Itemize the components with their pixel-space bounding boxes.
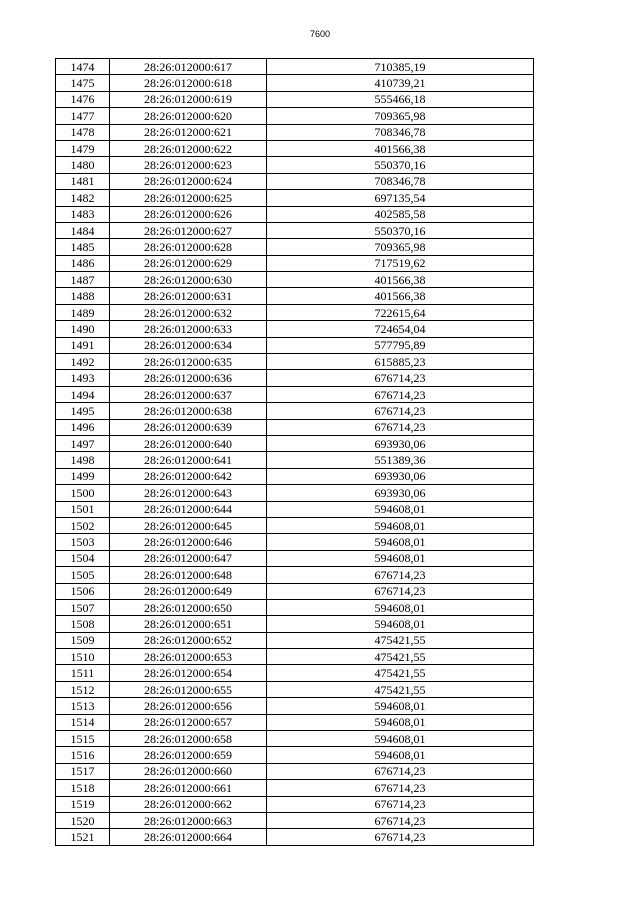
- cadastral-number-cell: 28:26:012000:648: [110, 567, 267, 583]
- row-number-cell: 1496: [56, 419, 110, 435]
- table-row: [56, 239, 534, 255]
- cadastral-number-cell: 28:26:012000:639: [110, 419, 267, 435]
- cadastral-value-cell: 676714,23: [267, 386, 534, 402]
- table-row: [56, 403, 534, 419]
- cadastral-number-cell: 28:26:012000:649: [110, 583, 267, 599]
- cadastral-number-cell: 28:26:012000:634: [110, 337, 267, 353]
- table-row: [56, 386, 534, 402]
- table-row: [56, 173, 534, 189]
- cadastral-value-cell: 555466,18: [267, 91, 534, 107]
- cadastral-number-cell: 28:26:012000:647: [110, 550, 267, 566]
- cadastral-value-cell: 676714,23: [267, 763, 534, 779]
- table-row: [56, 91, 534, 107]
- cadastral-value-cell: 708346,78: [267, 173, 534, 189]
- table-row: [56, 321, 534, 337]
- row-number-cell: 1510: [56, 649, 110, 665]
- table-row: [56, 435, 534, 451]
- cadastral-number-cell: 28:26:012000:653: [110, 649, 267, 665]
- cadastral-value-cell: 594608,01: [267, 534, 534, 550]
- row-number-cell: 1503: [56, 534, 110, 550]
- cadastral-number-cell: 28:26:012000:641: [110, 452, 267, 468]
- table-row: [56, 812, 534, 828]
- cadastral-value-cell: 410739,21: [267, 75, 534, 91]
- row-number-cell: 1501: [56, 501, 110, 517]
- row-number-cell: 1489: [56, 304, 110, 320]
- row-number-cell: 1491: [56, 337, 110, 353]
- cadastral-number-cell: 28:26:012000:638: [110, 403, 267, 419]
- cadastral-value-cell: 676714,23: [267, 419, 534, 435]
- cadastral-number-cell: 28:26:012000:636: [110, 370, 267, 386]
- table-row: [56, 452, 534, 468]
- cadastral-number-cell: 28:26:012000:628: [110, 239, 267, 255]
- cadastral-value-cell: 594608,01: [267, 599, 534, 615]
- cadastral-value-cell: 724654,04: [267, 321, 534, 337]
- cadastral-value-cell: 577795,89: [267, 337, 534, 353]
- row-number-cell: 1492: [56, 354, 110, 370]
- table-row: [56, 337, 534, 353]
- cadastral-number-cell: 28:26:012000:657: [110, 714, 267, 730]
- cadastral-number-cell: 28:26:012000:619: [110, 91, 267, 107]
- table-row: [56, 829, 534, 845]
- cadastral-value-cell: 594608,01: [267, 714, 534, 730]
- cadastral-number-cell: 28:26:012000:659: [110, 747, 267, 763]
- cadastral-value-cell: 594608,01: [267, 731, 534, 747]
- row-number-cell: 1479: [56, 140, 110, 156]
- table-row: [56, 485, 534, 501]
- cadastral-number-cell: 28:26:012000:663: [110, 812, 267, 828]
- row-number-cell: 1516: [56, 747, 110, 763]
- row-number-cell: 1505: [56, 567, 110, 583]
- row-number-cell: 1499: [56, 468, 110, 484]
- cadastral-value-cell: 475421,55: [267, 681, 534, 697]
- row-number-cell: 1486: [56, 255, 110, 271]
- table-row: [56, 517, 534, 533]
- table-row: [56, 649, 534, 665]
- cadastral-number-cell: 28:26:012000:627: [110, 222, 267, 238]
- table-row: [56, 206, 534, 222]
- table-row: [56, 157, 534, 173]
- row-number-cell: 1502: [56, 517, 110, 533]
- cadastral-value-cell: 594608,01: [267, 517, 534, 533]
- cadastral-value-cell: 550370,16: [267, 157, 534, 173]
- row-number-cell: 1514: [56, 714, 110, 730]
- cadastral-number-cell: 28:26:012000:654: [110, 665, 267, 681]
- cadastral-number-cell: 28:26:012000:617: [110, 59, 267, 75]
- cadastral-value-cell: 676714,23: [267, 780, 534, 796]
- cadastral-value-cell: 475421,55: [267, 632, 534, 648]
- row-number-cell: 1508: [56, 616, 110, 632]
- table-row: [56, 222, 534, 238]
- table-row: [56, 124, 534, 140]
- cadastral-number-cell: 28:26:012000:624: [110, 173, 267, 189]
- cadastral-value-cell: 722615,64: [267, 304, 534, 320]
- table-row: [56, 714, 534, 730]
- row-number-cell: 1483: [56, 206, 110, 222]
- table-row: [56, 354, 534, 370]
- row-number-cell: 1477: [56, 108, 110, 124]
- cadastral-number-cell: 28:26:012000:620: [110, 108, 267, 124]
- row-number-cell: 1504: [56, 550, 110, 566]
- cadastral-number-cell: 28:26:012000:660: [110, 763, 267, 779]
- table-row: [56, 140, 534, 156]
- row-number-cell: 1487: [56, 272, 110, 288]
- cadastral-value-cell: 676714,23: [267, 812, 534, 828]
- table-row: [56, 108, 534, 124]
- cadastral-value-cell: 709365,98: [267, 108, 534, 124]
- cadastral-value-cell: 550370,16: [267, 222, 534, 238]
- row-number-cell: 1482: [56, 190, 110, 206]
- cadastral-number-cell: 28:26:012000:632: [110, 304, 267, 320]
- cadastral-value-cell: 676714,23: [267, 567, 534, 583]
- cadastral-value-cell: 551389,36: [267, 452, 534, 468]
- cadastral-value-cell: 676714,23: [267, 370, 534, 386]
- cadastral-value-cell: 401566,38: [267, 288, 534, 304]
- cadastral-value-cell: 693930,06: [267, 435, 534, 451]
- table-row: [56, 731, 534, 747]
- cadastral-number-cell: 28:26:012000:630: [110, 272, 267, 288]
- cadastral-number-cell: 28:26:012000:629: [110, 255, 267, 271]
- cadastral-value-cell: 615885,23: [267, 354, 534, 370]
- cadastral-number-cell: 28:26:012000:646: [110, 534, 267, 550]
- cadastral-value-cell: 402585,58: [267, 206, 534, 222]
- table-row: [56, 681, 534, 697]
- cadastral-value-cell: 594608,01: [267, 550, 534, 566]
- table-row: [56, 255, 534, 271]
- row-number-cell: 1495: [56, 403, 110, 419]
- cadastral-value-cell: 475421,55: [267, 649, 534, 665]
- cadastral-value-table: [55, 58, 534, 846]
- row-number-cell: 1484: [56, 222, 110, 238]
- row-number-cell: 1480: [56, 157, 110, 173]
- row-number-cell: 1507: [56, 599, 110, 615]
- table-row: [56, 501, 534, 517]
- cadastral-value-cell: 717519,62: [267, 255, 534, 271]
- cadastral-value-cell: 676714,23: [267, 403, 534, 419]
- cadastral-value-cell: 594608,01: [267, 698, 534, 714]
- table-row: [56, 583, 534, 599]
- row-number-cell: 1497: [56, 435, 110, 451]
- table-row: [56, 796, 534, 812]
- cadastral-number-cell: 28:26:012000:640: [110, 435, 267, 451]
- cadastral-number-cell: 28:26:012000:664: [110, 829, 267, 845]
- table-row: [56, 763, 534, 779]
- table-row: [56, 599, 534, 615]
- row-number-cell: 1509: [56, 632, 110, 648]
- cadastral-number-cell: 28:26:012000:643: [110, 485, 267, 501]
- row-number-cell: 1494: [56, 386, 110, 402]
- cadastral-value-cell: 676714,23: [267, 796, 534, 812]
- table-row: [56, 616, 534, 632]
- table-row: [56, 288, 534, 304]
- row-number-cell: 1506: [56, 583, 110, 599]
- cadastral-number-cell: 28:26:012000:633: [110, 321, 267, 337]
- row-number-cell: 1517: [56, 763, 110, 779]
- row-number-cell: 1476: [56, 91, 110, 107]
- table-row: [56, 304, 534, 320]
- cadastral-number-cell: 28:26:012000:645: [110, 517, 267, 533]
- cadastral-value-cell: 676714,23: [267, 829, 534, 845]
- cadastral-number-cell: 28:26:012000:637: [110, 386, 267, 402]
- cadastral-number-cell: 28:26:012000:635: [110, 354, 267, 370]
- row-number-cell: 1519: [56, 796, 110, 812]
- cadastral-number-cell: 28:26:012000:656: [110, 698, 267, 714]
- table-row: [56, 567, 534, 583]
- cadastral-number-cell: 28:26:012000:626: [110, 206, 267, 222]
- cadastral-number-cell: 28:26:012000:658: [110, 731, 267, 747]
- row-number-cell: 1513: [56, 698, 110, 714]
- cadastral-number-cell: 28:26:012000:655: [110, 681, 267, 697]
- row-number-cell: 1488: [56, 288, 110, 304]
- row-number-cell: 1512: [56, 681, 110, 697]
- cadastral-value-cell: 693930,06: [267, 468, 534, 484]
- table-row: [56, 272, 534, 288]
- cadastral-number-cell: 28:26:012000:618: [110, 75, 267, 91]
- table-row: [56, 75, 534, 91]
- row-number-cell: 1518: [56, 780, 110, 796]
- cadastral-value-cell: 709365,98: [267, 239, 534, 255]
- row-number-cell: 1485: [56, 239, 110, 255]
- cadastral-number-cell: 28:26:012000:651: [110, 616, 267, 632]
- cadastral-number-cell: 28:26:012000:623: [110, 157, 267, 173]
- table-row: [56, 632, 534, 648]
- row-number-cell: 1481: [56, 173, 110, 189]
- table-row: [56, 190, 534, 206]
- row-number-cell: 1490: [56, 321, 110, 337]
- row-number-cell: 1478: [56, 124, 110, 140]
- table-row: [56, 550, 534, 566]
- row-number-cell: 1498: [56, 452, 110, 468]
- cadastral-number-cell: 28:26:012000:644: [110, 501, 267, 517]
- row-number-cell: 1500: [56, 485, 110, 501]
- cadastral-value-cell: 676714,23: [267, 583, 534, 599]
- cadastral-number-cell: 28:26:012000:642: [110, 468, 267, 484]
- table-row: [56, 665, 534, 681]
- row-number-cell: 1474: [56, 59, 110, 75]
- table-row: [56, 370, 534, 386]
- page-number: 7600: [309, 29, 331, 39]
- cadastral-value-cell: 401566,38: [267, 140, 534, 156]
- table-row: [56, 747, 534, 763]
- cadastral-value-cell: 594608,01: [267, 747, 534, 763]
- row-number-cell: 1475: [56, 75, 110, 91]
- cadastral-value-cell: 708346,78: [267, 124, 534, 140]
- table-row: [56, 59, 534, 75]
- cadastral-value-cell: 475421,55: [267, 665, 534, 681]
- cadastral-value-cell: 710385,19: [267, 59, 534, 75]
- table-row: [56, 534, 534, 550]
- cadastral-number-cell: 28:26:012000:662: [110, 796, 267, 812]
- table-body: [56, 59, 534, 846]
- row-number-cell: 1521: [56, 829, 110, 845]
- cadastral-number-cell: 28:26:012000:652: [110, 632, 267, 648]
- cadastral-number-cell: 28:26:012000:621: [110, 124, 267, 140]
- table-row: [56, 698, 534, 714]
- row-number-cell: 1511: [56, 665, 110, 681]
- cadastral-value-cell: 594608,01: [267, 501, 534, 517]
- row-number-cell: 1493: [56, 370, 110, 386]
- row-number-cell: 1515: [56, 731, 110, 747]
- cadastral-value-cell: 693930,06: [267, 485, 534, 501]
- cadastral-number-cell: 28:26:012000:622: [110, 140, 267, 156]
- cadastral-number-cell: 28:26:012000:631: [110, 288, 267, 304]
- cadastral-number-cell: 28:26:012000:650: [110, 599, 267, 615]
- cadastral-number-cell: 28:26:012000:625: [110, 190, 267, 206]
- table-row: [56, 780, 534, 796]
- cadastral-number-cell: 28:26:012000:661: [110, 780, 267, 796]
- row-number-cell: 1520: [56, 812, 110, 828]
- table-row: [56, 468, 534, 484]
- cadastral-value-cell: 401566,38: [267, 272, 534, 288]
- table-row: [56, 419, 534, 435]
- cadastral-value-cell: 594608,01: [267, 616, 534, 632]
- cadastral-value-cell: 697135,54: [267, 190, 534, 206]
